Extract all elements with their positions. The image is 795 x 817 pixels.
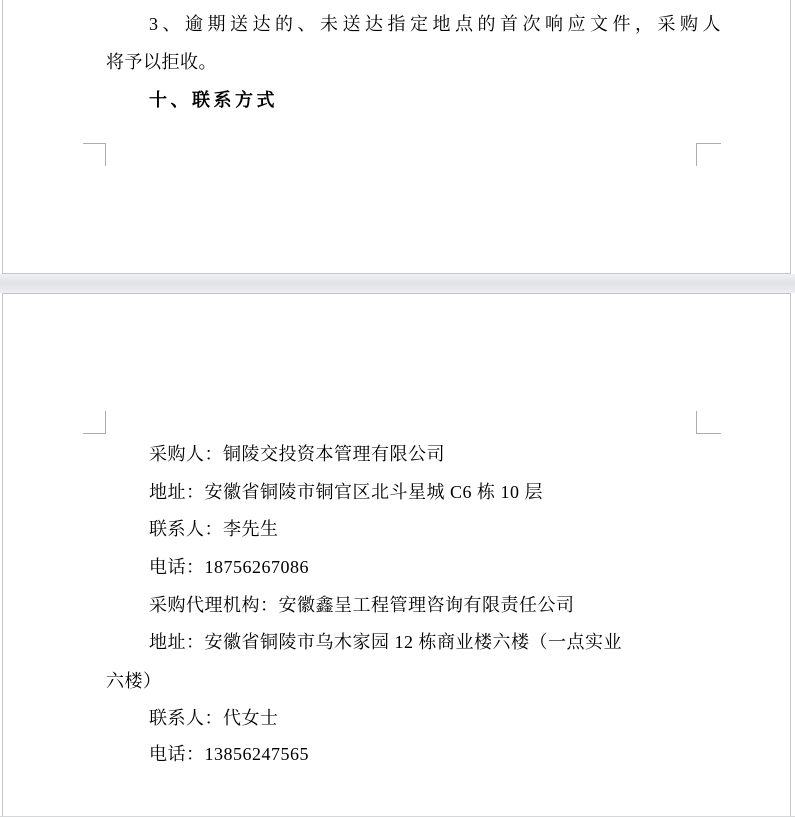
text-line-agency-contact[interactable]: 联系人：代女士 [149, 708, 279, 728]
text-line-agency-phone[interactable]: 电话：13856247565 [149, 744, 309, 764]
text-line[interactable]: 将予以拒收。 [106, 52, 217, 72]
text-line-purchaser[interactable]: 采购人：铜陵交投资本管理有限公司 [149, 444, 445, 464]
section-heading[interactable]: 十、联系方式 [149, 90, 278, 110]
page-1[interactable] [2, 0, 791, 274]
text-line-purchaser-address[interactable]: 地址：安徽省铜陵市铜官区北斗星城 C6 栋 10 层 [149, 482, 544, 502]
text-line-agency[interactable]: 采购代理机构：安徽鑫呈工程管理咨询有限责任公司 [149, 595, 575, 615]
text-line-purchaser-phone[interactable]: 电话：18756267086 [149, 557, 309, 577]
crop-mark-bottom-right [696, 143, 721, 166]
page-2[interactable] [2, 293, 791, 816]
page-gap [0, 274, 795, 293]
text-line-agency-address-wrap[interactable]: 六楼） [106, 671, 162, 691]
crop-mark-bottom-left [83, 143, 106, 166]
crop-mark-top-left [83, 411, 106, 434]
text-line-agency-address[interactable]: 地址：安徽省铜陵市乌木家园 12 栋商业楼六楼（一点实业 [149, 632, 622, 652]
text-line-purchaser-contact[interactable]: 联系人：李先生 [149, 519, 279, 539]
text-line[interactable]: 3、逾期送达的、未送达指定地点的首次响应文件，采购人 [149, 14, 725, 34]
crop-mark-top-right [696, 411, 721, 434]
